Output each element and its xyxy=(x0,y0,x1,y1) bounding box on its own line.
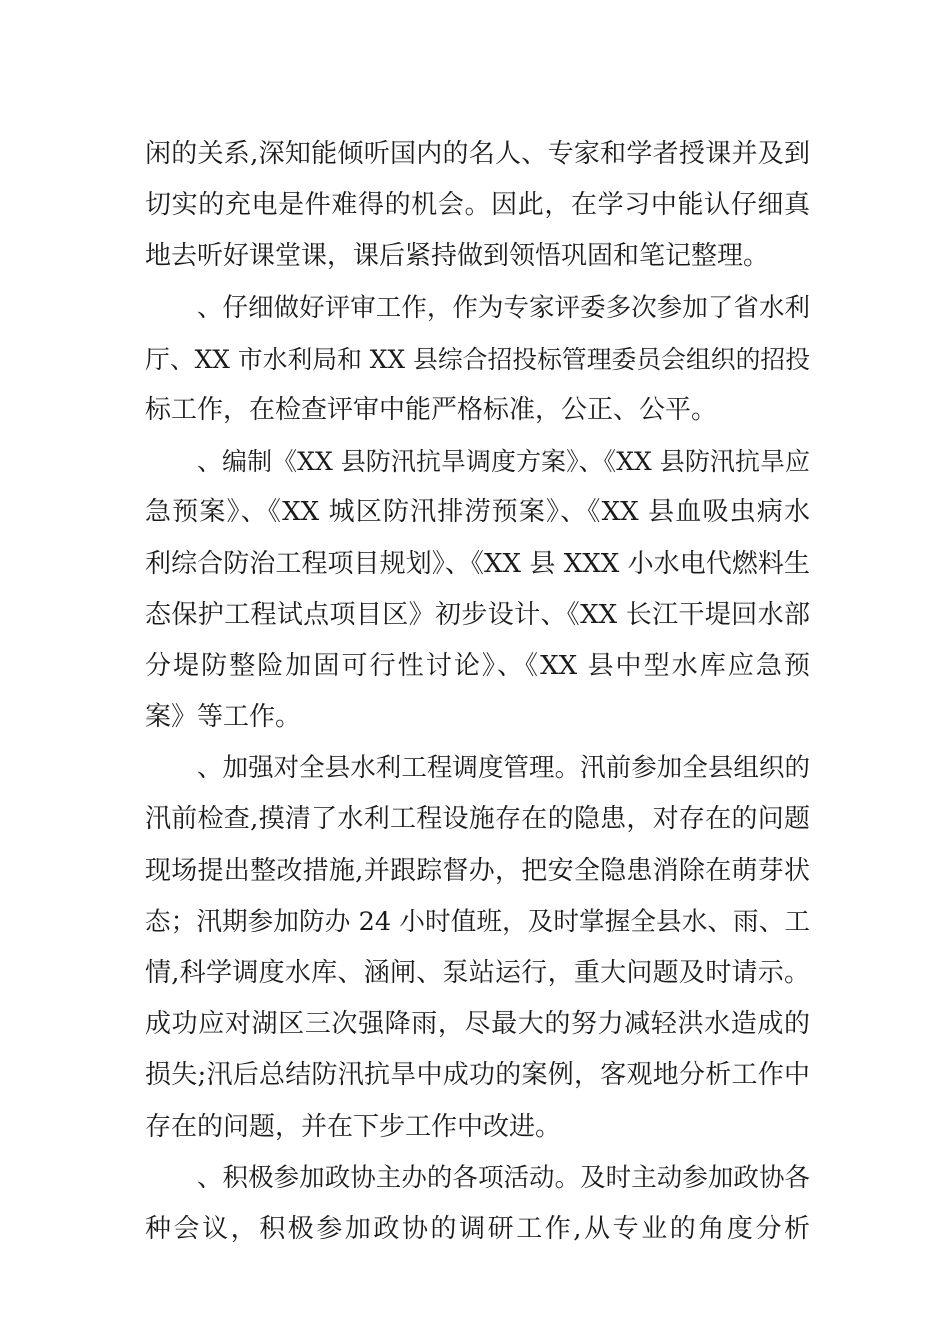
text-line: 标工作，在检查评审中能严格标准，公正、公平。 xyxy=(145,394,718,425)
text-line: 利综合防治工程项目规划》、《XX 县 XXX 小水电代燃料生 xyxy=(145,548,810,579)
text-line: 种会议，积极参加政协的调研工作,从专业的角度分析 xyxy=(145,1213,810,1244)
text-line: 存在的问题，并在下步工作中改进。 xyxy=(145,1111,562,1142)
text-line: 情,科学调度水库、涵闸、泵站运行，重大问题及时请示。 xyxy=(145,958,810,988)
text-line: 损失;汛后总结防汛抗旱中成功的案例，客观地分析工作中 xyxy=(145,1060,810,1091)
text-line: 汛前检查,摸清了水利工程设施存在的隐患，对存在的问题 xyxy=(145,804,810,835)
text-line: 成功应对湖区三次强降雨，尽最大的努力减轻洪水造成的 xyxy=(145,1009,810,1040)
paragraph-first-line: 、加强对全县水利工程调度管理。汛前参加全县组织的 xyxy=(197,753,810,784)
text-line: 态；汛期参加防办 24 小时值班，及时掌握全县水、雨、工 xyxy=(145,906,810,937)
paragraph-first-line: 、积极参加政协主办的各项活动。及时主动参加政协各 xyxy=(197,1162,810,1193)
text-line: 切实的充电是件难得的机会。因此，在学习中能认仔细真 xyxy=(145,190,810,221)
document-body xyxy=(145,129,810,1255)
text-line: 闲的关系,深知能倾听国内的名人、专家和学者授课并及到 xyxy=(145,139,810,169)
text-line: 分堤防整险加固可行性讨论》、《XX 县中型水库应急预 xyxy=(145,650,810,681)
text-line: 现场提出整改措施,并跟踪督办，把安全隐患消除在萌芽状 xyxy=(145,855,810,886)
text-line: 急预案》、《XX 城区防汛排涝预案》、《XX 县血吸虫病水 xyxy=(145,497,810,528)
paragraph-first-line: 、仔细做好评审工作，作为专家评委多次参加了省水利 xyxy=(197,292,810,323)
text-line: 态保护工程试点项目区》初步设计、《XX 长江干堤回水部 xyxy=(145,599,810,630)
text-line: 地去听好课堂课，课后紧持做到领悟巩固和笔记整理。 xyxy=(145,241,770,272)
paragraph-first-line: 、编制《XX 县防汛抗旱调度方案》、《XX 县防汛抗旱应 xyxy=(197,447,810,477)
text-line: 厅、XX 市水利局和 XX 县综合招投标管理委员会组织的招投 xyxy=(145,344,810,374)
text-line: 案》等工作。 xyxy=(145,702,302,733)
